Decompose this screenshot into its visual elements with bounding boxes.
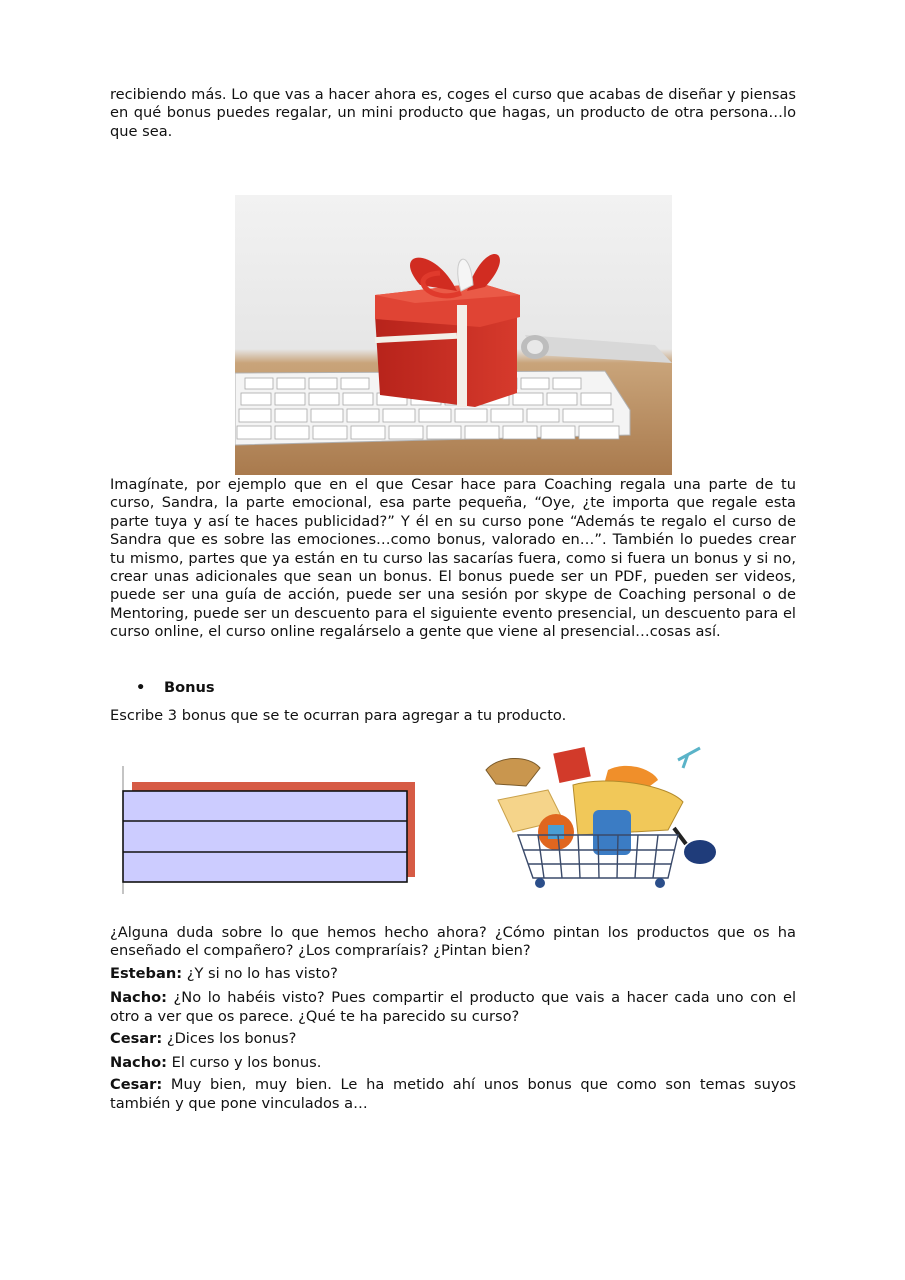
speaker-name: Nacho: [110, 989, 167, 1006]
dialogue-text: ¿Dices los bonus? [162, 1030, 297, 1047]
gift-on-keyboard-image [235, 195, 672, 475]
speaker-name: Cesar: [110, 1030, 163, 1047]
dialogue-line-cesar-1 [110, 1030, 796, 1049]
speaker-name: Nacho: [110, 1054, 167, 1071]
bullet-label: Bonus [164, 679, 215, 696]
dialogue-line-esteban [110, 965, 796, 984]
question-paragraph: ¿Alguna duda sobre lo que hemos hecho ahora? ¿Cómo pintan los productos que os ha enseñado el compañero? ¿Los compraríais? ¿Pintan bien? [110, 924, 796, 960]
dialogue-text: El curso y los bonus. [166, 1054, 322, 1071]
speaker-name: Cesar: [110, 1076, 163, 1093]
dialogue-text: Muy bien, muy bien. Le ha metido ahí unos bonus que como son temas suyos también y que pone vinculados a… [110, 1076, 796, 1112]
dialogue-line-nacho-1 [110, 989, 796, 1026]
bonus-bullet [110, 679, 796, 699]
speaker-name: Esteban: [110, 965, 183, 982]
dialogue-text: ¿Y si no lo has visto? [182, 965, 338, 982]
instruction-text: Escribe 3 bonus que se te ocurran para agregar a tu producto. [110, 707, 567, 724]
example-paragraph: Imagínate, por ejemplo que en el que Cesar hace para Coaching regala una parte de tu curso, Sandra, la parte emocional, esa parte pequeña, “Oye, ¿te importa que regale esta parte tuya y así te haces publicidad?” Y él en su curso pone “Además te regalo el curso de Sandra que es sobre las emociones…como bonus, valorado en…”. También lo puedes crear tu mismo, partes que ya están en tu curso las sacarías fuera, como si fuera un bonus y si no, crear unas adicionales que sean un bonus. El bonus puede ser un PDF, pueden ser videos, puede ser una guía de acción, puede ser una sesión por skype de Coaching personal o de Mentoring, puede ser un descuento para el siguiente evento presencial, un descuento para el curso online, el curso online regalárselo a gente que viene al presencial…cosas así. [110, 476, 796, 641]
table-frame [123, 791, 407, 882]
shopping-cart-illustration [478, 740, 724, 890]
dialogue-line-cesar-2 [110, 1076, 796, 1113]
bonus-table-graphic [118, 764, 418, 894]
intro-paragraph: recibiendo más. Lo que vas a hacer ahora es, coges el curso que acabas de diseñar y piensas en qué bonus puedes regalar, un mini producto que hagas, un producto de otra persona…lo que sea. [110, 86, 796, 140]
bullet-symbol: • [136, 679, 146, 696]
dialogue-text: ¿No lo habéis visto? Pues compartir el producto que vais a hacer cada uno con el otro a ver que os parece. ¿Qué te ha parecido su curso? [110, 989, 796, 1025]
dialogue-line-nacho-2 [110, 1054, 796, 1073]
